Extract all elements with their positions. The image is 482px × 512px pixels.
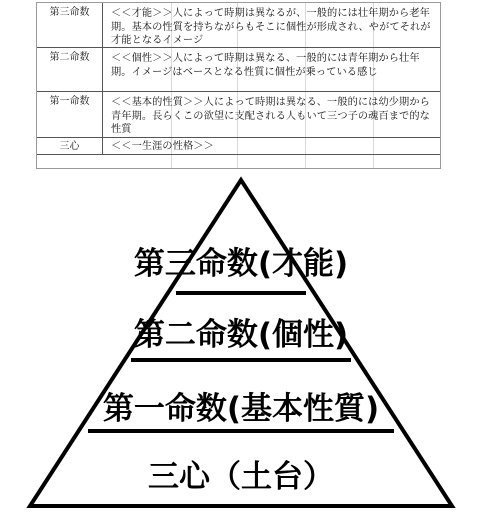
row-description: ＜＜一生涯の性格＞＞ [111,141,214,152]
tier-label-second: 第二命数(個性) [133,317,349,353]
row-description: ＜＜基本的性質＞＞人によって時期は異なる、一般的には幼少期から青年期。長らくこの欲望に支配される人もいて三つ子の魂百まで的な性質 [111,97,430,135]
tier-label-third: 第三命数(才能) [133,246,349,282]
row-description: ＜＜個性＞＞人によって時期は異なる、一般的には青年期から壮年期。イメージはベースとなる性質に個性が乗っている感じ [111,53,420,78]
row-label: 第三命数 [37,3,103,47]
row-label: 第二命数 [37,48,103,91]
row-label: 三心 [37,138,103,154]
tier-label-foundation: 三心（土台） [148,459,334,495]
tier-label-first: 第一命数(基本性質) [102,391,380,427]
row-label: 第一命数 [37,92,103,137]
row-description: ＜＜才能＞＞人によって時期は異なるが、一般的には壮年期から老年期。基本の性質を持ちながらもそこに個性が形成され、やがてそれが才能となるイメージ [111,8,431,46]
